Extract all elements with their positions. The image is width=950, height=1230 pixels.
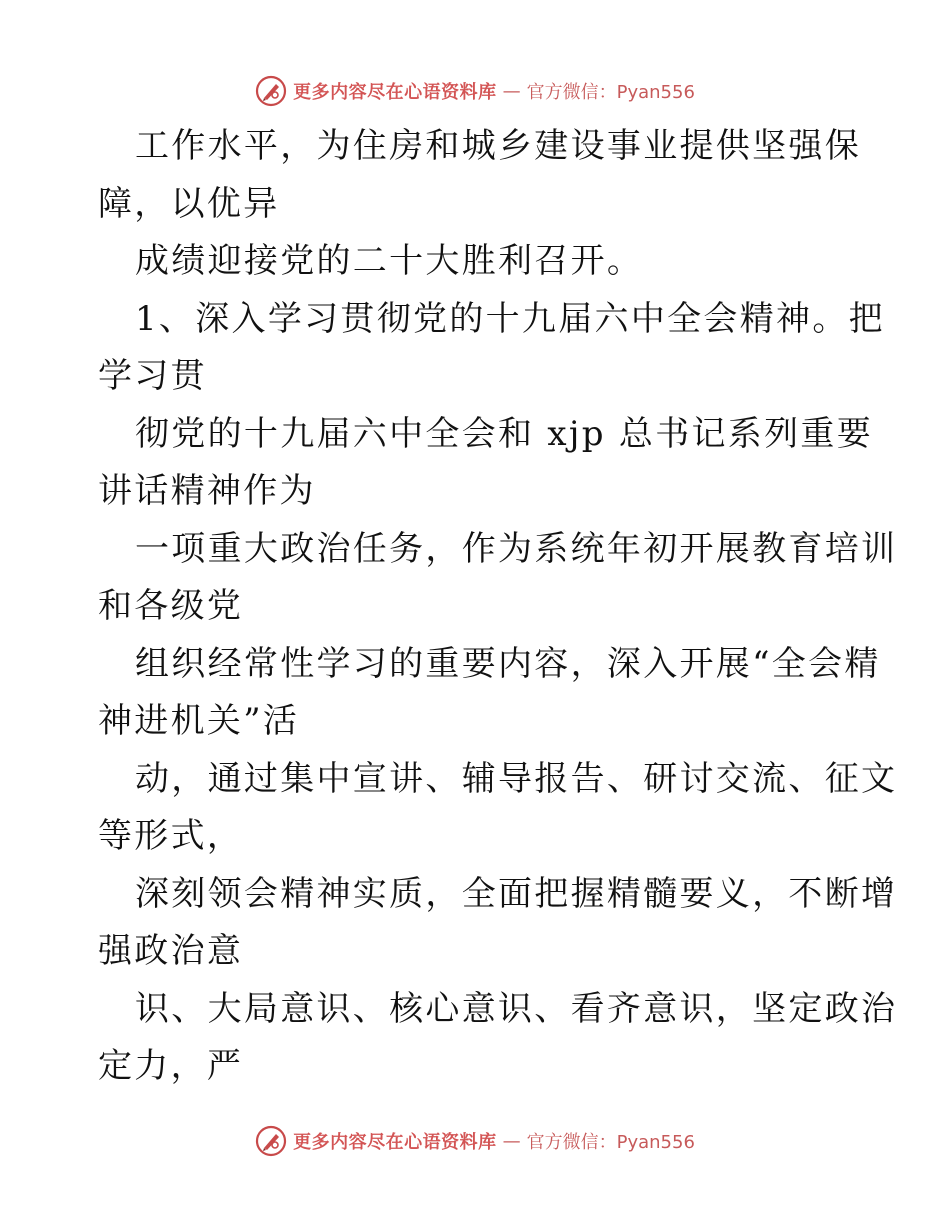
watermark-title: 更多内容尽在心语资料库 <box>293 82 497 103</box>
watermark-wechat: 官方微信：Pyan556 <box>526 82 695 103</box>
header-watermark <box>0 71 950 111</box>
body-line: 一项重大政治任务，作为系统年初开展教育培训 <box>135 528 898 569</box>
body-line: 等形式， <box>98 816 244 856</box>
body-line: 成绩迎接党的二十大胜利召开。 <box>135 241 644 281</box>
body-line: 神进机关”活 <box>98 701 300 741</box>
body-line: 定力，严 <box>98 1046 244 1086</box>
watermark-dash: — <box>502 1130 521 1152</box>
pen-logo-icon <box>255 75 287 107</box>
pen-logo-icon <box>255 1125 287 1157</box>
body-line: 强政治意 <box>98 931 244 971</box>
watermark-dash: — <box>502 80 521 102</box>
body-line: 深刻领会精神实质，全面把握精髓要义，不断增 <box>135 873 898 914</box>
body-line: 1、深入学习贯彻党的十九届六中全会精神。把 <box>135 298 885 339</box>
body-line: 彻党的十九届六中全会和 xjp 总书记系列重要 <box>135 413 873 454</box>
body-line: 讲话精神作为 <box>98 471 316 511</box>
watermark-wechat: 官方微信：Pyan556 <box>526 1132 695 1153</box>
footer-watermark <box>0 1121 950 1161</box>
body-line: 工作水平，为住房和城乡建设事业提供坚强保 <box>135 126 861 166</box>
body-line: 障，以优异 <box>98 183 280 224</box>
document-body <box>98 118 898 1096</box>
body-line: 和各级党 <box>98 586 244 626</box>
body-line: 学习贯 <box>98 356 207 396</box>
watermark-title: 更多内容尽在心语资料库 <box>293 1132 497 1153</box>
body-line: 组织经常性学习的重要内容，深入开展“全会精 <box>135 643 881 684</box>
body-line: 识、大局意识、核心意识、看齐意识，坚定政治 <box>135 988 898 1029</box>
body-line: 动，通过集中宣讲、辅导报告、研讨交流、征文 <box>135 758 898 799</box>
